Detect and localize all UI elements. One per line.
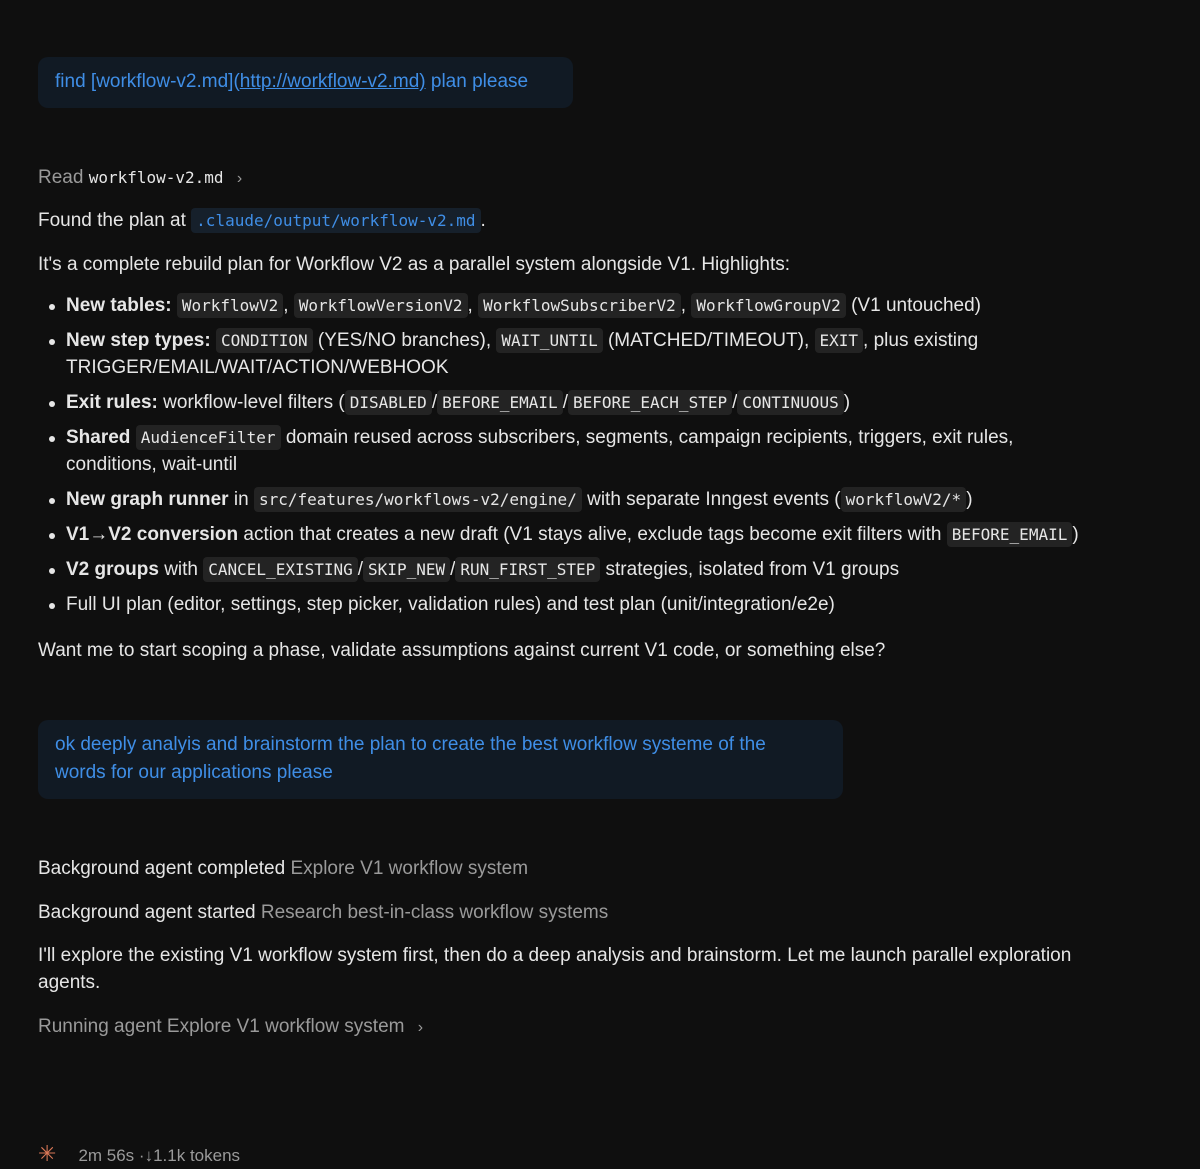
highlight-text: Full UI plan (editor, settings, step picker, validation rules) and test plan (unit/integration/e2e) — [66, 594, 835, 615]
list-item: New tables: WorkflowV2 , WorkflowVersionV2 , WorkflowSubscriberV2 , WorkflowGroupV2 (V1 untouched) — [38, 292, 1138, 319]
highlight-text: TRIGGER/EMAIL/WAIT/ACTION/WEBHOOK — [66, 357, 449, 378]
highlight-text: in — [233, 489, 249, 510]
tool-read-file: workflow-v2.md — [88, 168, 224, 187]
code-span: src/features/workflows-v2/engine/ — [254, 487, 582, 512]
user-message-2-line-2: words for our applications please — [55, 762, 333, 783]
code-span: WorkflowGroupV2 — [691, 293, 846, 318]
code-span: EXIT — [815, 328, 864, 353]
agent-completed-row[interactable] — [38, 855, 528, 882]
highlight-text: domain reused across subscribers, segments, campaign recipients, triggers, exit rules, — [285, 427, 1014, 448]
running-agent-status: Running agent — [38, 1016, 162, 1037]
found-plan-end: . — [480, 210, 486, 231]
code-span: AudienceFilter — [136, 425, 281, 450]
code-span: DISABLED — [345, 390, 432, 415]
code-span: BEFORE_EMAIL — [437, 390, 563, 415]
agent-started-row[interactable] — [38, 899, 608, 926]
list-item: Exit rules: workflow-level filters ( DISABLED / BEFORE_EMAIL / BEFORE_EACH_STEP / CONTINUOUS ) — [38, 389, 1138, 416]
code-span: WAIT_UNTIL — [496, 328, 602, 353]
highlight-text: strategies, isolated from V1 groups — [605, 559, 900, 580]
code-span: CONTINUOUS — [737, 390, 843, 415]
user-message-1-suffix: plan please — [425, 71, 529, 92]
highlight-text: ) — [966, 489, 973, 510]
list-item — [38, 327, 1138, 381]
status-bar — [38, 1140, 240, 1169]
code-span: CONDITION — [216, 328, 313, 353]
running-agent-row[interactable] — [38, 1013, 423, 1041]
status-separator: · — [138, 1146, 145, 1165]
code-span: WorkflowVersionV2 — [294, 293, 468, 318]
code-span: BEFORE_EACH_STEP — [568, 390, 732, 415]
chevron-right-icon[interactable]: › — [236, 170, 243, 187]
code-span: RUN_FIRST_STEP — [455, 557, 600, 582]
highlight-text: conditions, wait-until — [66, 454, 238, 475]
plan-path[interactable]: .claude/output/workflow-v2.md — [191, 208, 480, 233]
list-item — [38, 486, 1138, 513]
user-message-1-prefix: find [workflow-v2.md]( — [55, 71, 240, 92]
agent-started-status: Background agent started — [38, 902, 256, 923]
found-plan-text: Found the plan at — [38, 210, 186, 231]
follow-up-question: Want me to start scoping a phase, validate assumptions against current V1 code, or something else? — [38, 640, 886, 661]
code-span: CANCEL_EXISTING — [203, 557, 358, 582]
highlight-text: , plus existing — [863, 330, 979, 351]
highlight-text: with — [164, 559, 198, 580]
user-message-2-line-1: ok deeply analyis and brainstorm the plan to create the best workflow systeme of the — [55, 734, 766, 755]
agent-completed-status: Background agent completed — [38, 858, 286, 879]
explore-paragraph-line-2: agents. — [38, 972, 101, 993]
plan-intro: It's a complete rebuild plan for Workflow V2 as a parallel system alongside V1. Highlights: — [38, 254, 791, 275]
running-agent-name: Explore V1 workflow system — [166, 1016, 405, 1037]
highlight-label: V2 groups — [66, 559, 159, 580]
tool-read-row[interactable] — [38, 164, 242, 192]
code-span: WorkflowV2 — [177, 293, 283, 318]
highlight-text: ) — [843, 392, 851, 413]
code-span: BEFORE_EMAIL — [947, 522, 1073, 547]
list-item — [38, 521, 1138, 548]
explore-paragraph-line-1: I'll explore the existing V1 workflow system first, then do a deep analysis and brainstorm. Let me launch parallel exploration — [38, 945, 1072, 966]
highlight-text: ) — [1072, 524, 1079, 545]
list-item — [38, 424, 1138, 478]
highlight-text: with separate Inngest events ( — [587, 489, 841, 510]
token-count: ↓1.1k tokens — [144, 1146, 241, 1165]
agent-completed-name: Explore V1 workflow system — [290, 858, 529, 879]
highlight-label: New tables: — [66, 295, 172, 316]
highlights-list — [38, 292, 1138, 626]
highlight-label: Shared — [66, 427, 131, 448]
user-message-1-link[interactable]: http://workflow-v2.md) — [239, 71, 426, 92]
tool-read-verb: Read — [38, 167, 84, 188]
code-span: workflowV2/* — [841, 487, 967, 512]
highlight-text: (YES/NO branches), — [317, 330, 492, 351]
highlight-label: Exit rules: — [66, 392, 158, 413]
asterisk-spinner-icon: ✳ — [38, 1141, 57, 1166]
highlight-text: (MATCHED/TIMEOUT), — [607, 330, 810, 351]
highlight-label: New step types: — [66, 330, 211, 351]
highlight-text: action that creates a new draft (V1 stays alive, exclude tags become exit filters with — [243, 524, 942, 545]
user-message-1 — [38, 57, 573, 108]
chevron-right-icon[interactable]: › — [417, 1019, 424, 1036]
highlight-text: workflow-level filters ( — [163, 392, 345, 413]
elapsed-time: 2m 56s — [78, 1146, 135, 1165]
highlight-text: (V1 untouched) — [851, 295, 982, 316]
highlight-label: V1→V2 conversion — [66, 524, 239, 545]
found-plan-line — [38, 207, 486, 234]
agent-started-name: Research best-in-class workflow systems — [260, 902, 609, 923]
list-item — [38, 591, 1138, 618]
code-span: SKIP_NEW — [363, 557, 450, 582]
code-span: WorkflowSubscriberV2 — [478, 293, 681, 318]
list-item: V2 groups with CANCEL_EXISTING / SKIP_NEW / RUN_FIRST_STEP strategies, isolated from V1 groups — [38, 556, 1138, 583]
user-message-2 — [38, 720, 843, 799]
highlight-label: New graph runner — [66, 489, 229, 510]
